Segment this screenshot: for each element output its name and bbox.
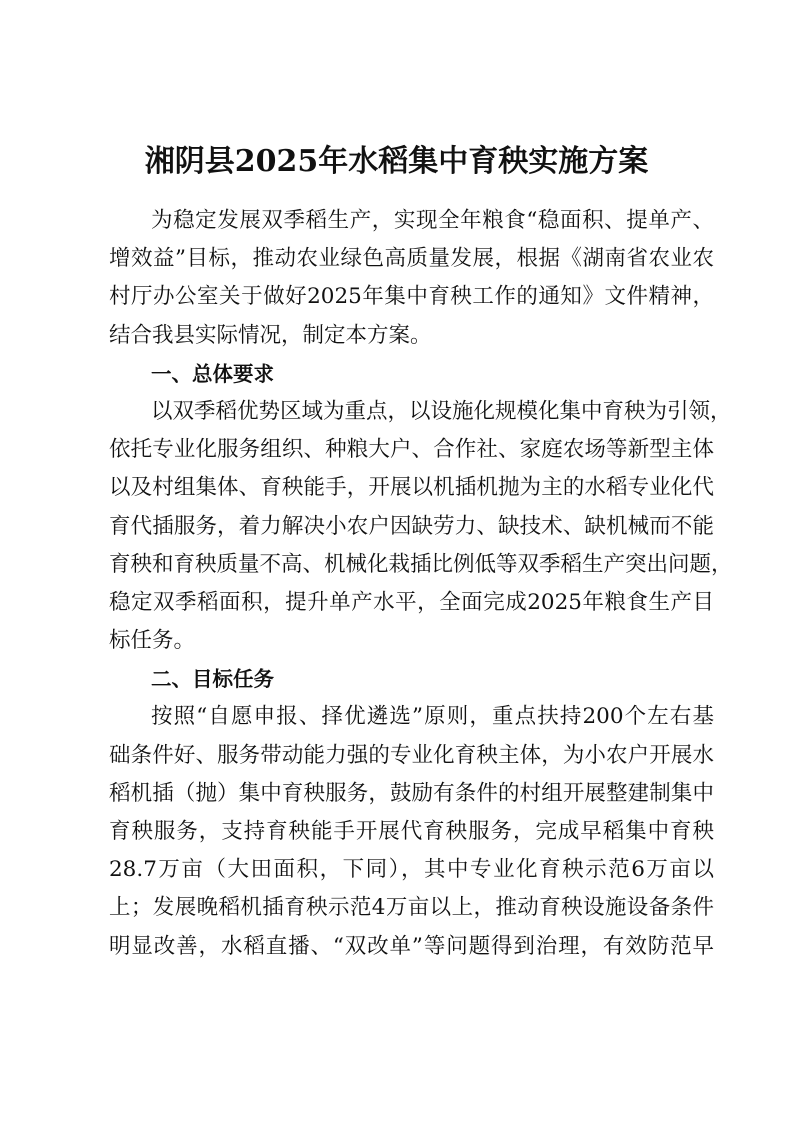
paragraph-line: 育代插服务，着力解决小农户因缺劳力、缺技术、缺机械而不能 <box>109 513 714 539</box>
paragraph-line: 以及村组集体、育秧能手，开展以机插机抛为主的水稻专业化代 <box>109 475 714 501</box>
paragraph-line: 村厅办公室关于做好2025年集中育秧工作的通知》文件精神， <box>109 284 714 310</box>
paragraph-line: 以双季稻优势区域为重点，以设施化规模化集中育秧为引领， <box>151 398 732 424</box>
paragraph-line: 育秧和育秧质量不高、机械化栽插比例低等双季稻生产突出问题， <box>109 551 733 577</box>
paragraph-line: 育秧服务，支持育秧能手开展代育秧服务，完成早稻集中育秧 <box>109 819 714 844</box>
paragraph-line: 28.7万亩（大田面积，下同），其中专业化育秧示范6万亩以 <box>109 857 714 883</box>
section-heading: 一、总体要求 <box>151 361 274 386</box>
section-heading: 二、目标任务 <box>151 667 274 692</box>
paragraph-line: 稳定双季稻面积，提升单产水平，全面完成2025年粮食生产目 <box>109 589 714 615</box>
paragraph-line: 标任务。 <box>109 628 196 654</box>
paragraph-line: 依托专业化服务组织、种粮大户、合作社、家庭农场等新型主体 <box>109 437 714 463</box>
paragraph-line: 按照“自愿申报、择优遴选”原则，重点扶持200个左右基 <box>151 704 714 730</box>
paragraph-line: 增效益”目标，推动农业绿色高质量发展，根据《湖南省农业农 <box>109 246 714 272</box>
paragraph-line: 为稳定发展双季稻生产，实现全年粮食“稳面积、提单产、 <box>151 208 714 233</box>
paragraph-line: 结合我县实际情况，制定本方案。 <box>109 322 432 348</box>
paragraph-line: 础条件好、服务带动能力强的专业化育秧主体，为小农户开展水 <box>109 742 714 768</box>
page-title: 湘阴县2025年水稻集中育秧实施方案 <box>144 144 649 179</box>
paragraph-line: 稻机插（抛）集中育秧服务，鼓励有条件的村组开展整建制集中 <box>109 780 714 806</box>
paragraph-line: 明显改善，水稻直播、“双改单”等问题得到治理，有效防范早 <box>109 933 714 959</box>
document-body <box>109 202 733 966</box>
paragraph-line: 上；发展晚稻机插育秧示范4万亩以上，推动育秧设施设备条件 <box>109 895 714 921</box>
